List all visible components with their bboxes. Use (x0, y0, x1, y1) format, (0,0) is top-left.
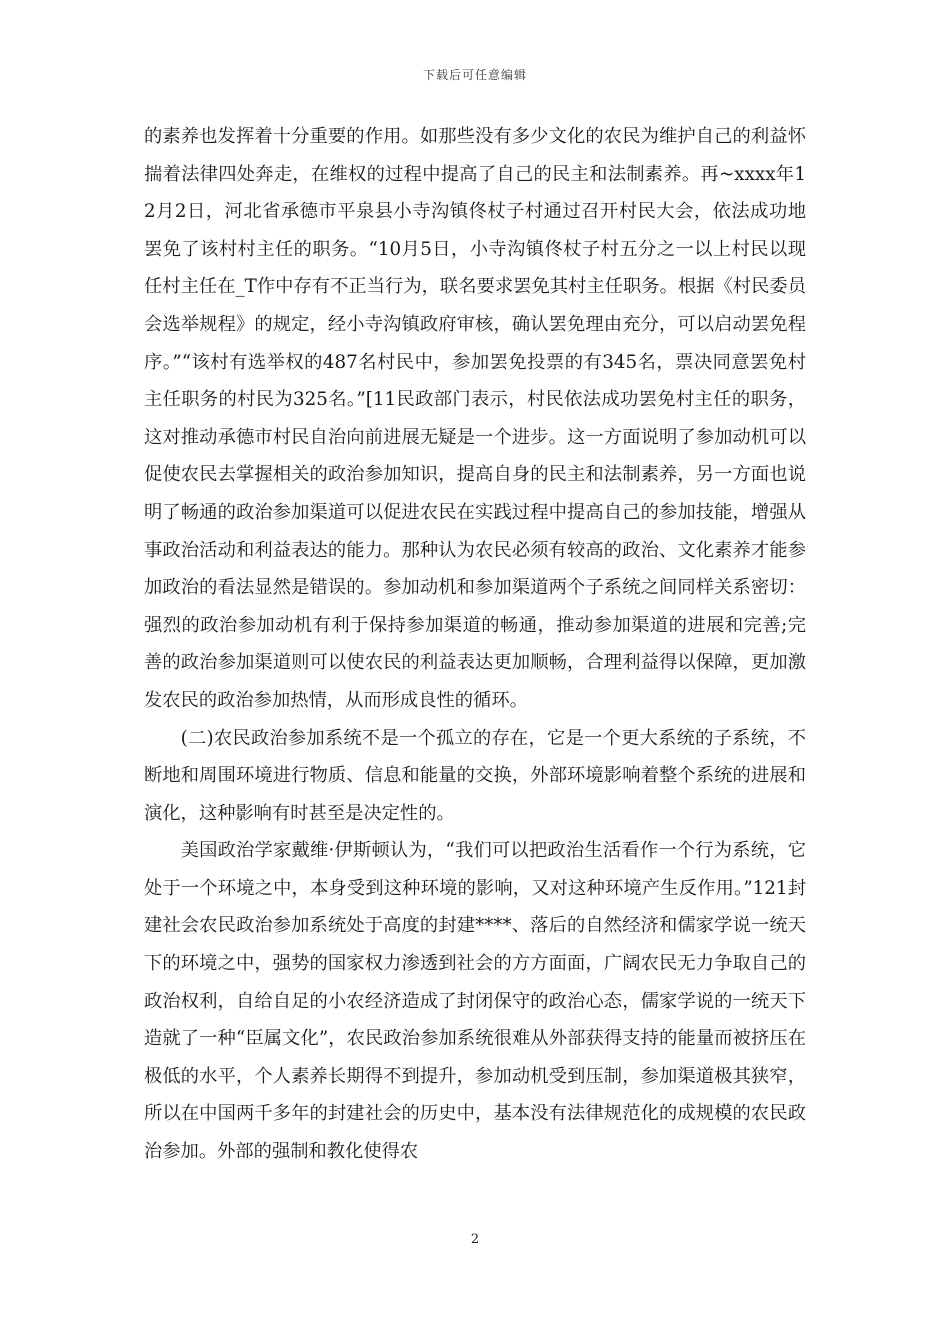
page-header: 下载后可任意编辑 (422, 68, 527, 82)
paragraph-easton-quote: 美国政治学家戴维·伊斯顿认为，“我们可以把政治生活看作一个行为系统，它处于一个环境之中，本身受到这种环境的影响，又对这种环境产生反作用。”121封建社会农民政治参加系统处于高度的封建****、落后的自然经济和儒家学说一统天下的环境之中，强势的国家权力渗透到社会的方方面面，广阔农民无力争取自己的政治权利，自给自足的小农经济造成了封闭保守的政治心态，儒家学说的一统天下造就了一种“臣属文化”，农民政治参加系统很难从外部获得支持的能量而被挤压在极低的水平，个人素养长期得不到提升，参加动机受到压制，参加渠道极其狭窄，所以在中国两千多年的封建社会的历史中，基本没有法律规范化的成规模的农民政治参加。外部的强制和教化使得农 (144, 840, 806, 1163)
paragraph-section-two: (二)农民政治参加系统不是一个孤立的存在，它是一个更大系统的子系统，不断地和周围环境进行物质、信息和能量的交换，外部环境影响着整个系统的进展和演化，这种影响有时甚至是决定性的。 (144, 727, 806, 824)
page-number: 2 (470, 1232, 480, 1247)
paragraph-continuation: 的素养也发挥着十分重要的作用。如那些没有多少文化的农民为维护自己的利益怀揣着法律四处奔走，在维权的过程中提高了自己的民主和法制素养。再~xxxx年12月2日，河北省承德市平泉县小寺沟镇佟杖子村通过召开村民大会，依法成功地罢免了该村村主任的职务。“10月5日，小寺沟镇佟杖子村五分之一以上村民以现任村主任在_T作中存有不正当行为，联名要求罢免其村主任职务。根据《村民委员会选举规程》的规定，经小寺沟镇政府审核，确认罢免理由充分，可以启动罢免程序。”“该村有选举权的487名村民中，参加罢免投票的有345名，票决同意罢免村主任职务的村民为325名。”[11民政部门表示，村民依法成功罢免村主任的职务，这对推动承德市村民自治向前进展无疑是一个进步。这一方面说明了参加动机可以促使农民去掌握相关的政治参加知识，提高自身的民主和法制素养，另一方面也说明了畅通的政治参加渠道可以促进农民在实践过程中提高自己的参加技能，增强从事政治活动和利益表达的能力。那种认为农民必须有较高的政治、文化素养才能参加政治的看法显然是错误的。参加动机和参加渠道两个子系统之间同样关系密切：强烈的政治参加动机有利于保持参加渠道的畅通，推动参加渠道的进展和完善;完善的政治参加渠道则可以使农民的利益表达更加顺畅，合理利益得以保障，更加激发农民的政治参加热情，从而形成良性的循环。 (144, 126, 806, 711)
document-body (144, 118, 806, 1171)
